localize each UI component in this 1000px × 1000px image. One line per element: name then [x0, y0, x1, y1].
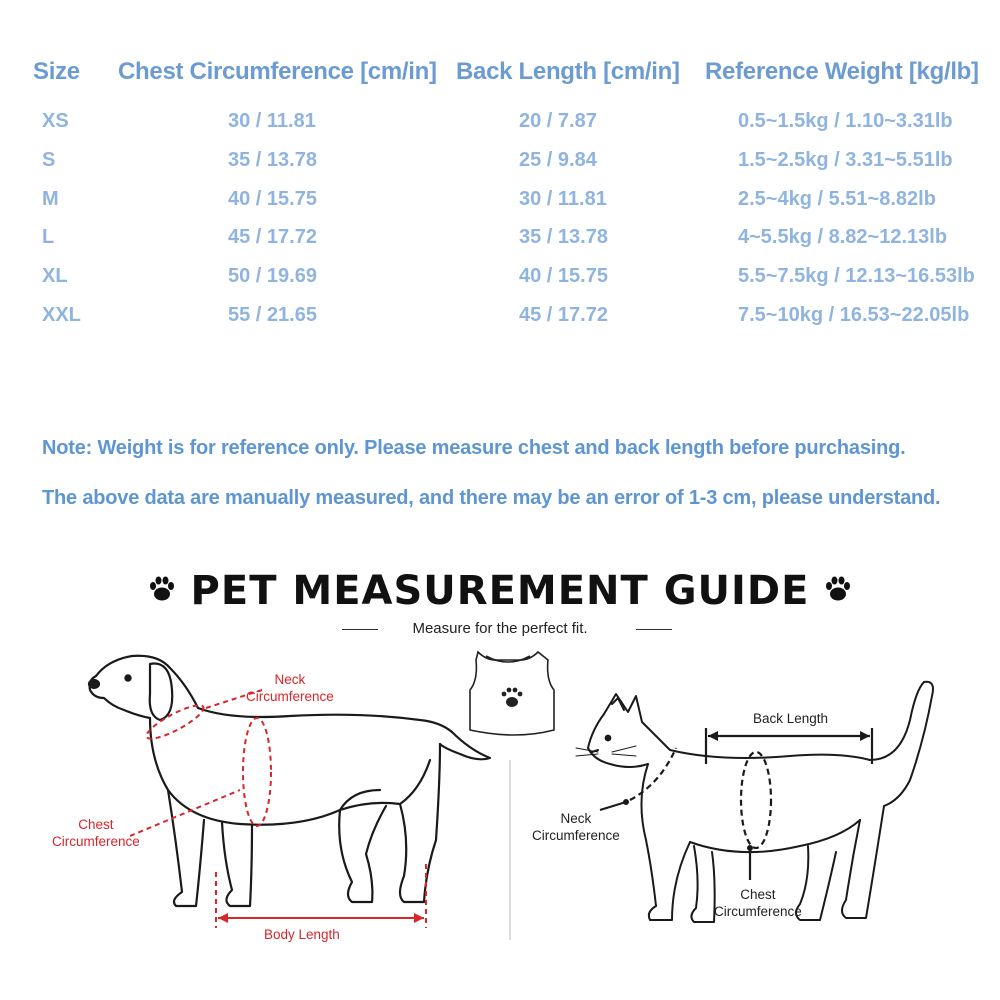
cat-chest-label-line1: Chest — [740, 887, 776, 902]
header-chest: Chest Circumference [cm/in] — [118, 58, 437, 85]
table-cell-back: 40 / 15.75 — [519, 265, 608, 288]
table-cell-weight: 2.5~4kg / 5.51~8.82lb — [738, 187, 936, 210]
table-cell-back: 30 / 11.81 — [519, 187, 607, 210]
table-cell-chest: 45 / 17.72 — [228, 226, 317, 249]
table-cell-weight: 4~5.5kg / 8.82~12.13lb — [738, 226, 948, 249]
table-cell-size: L — [42, 226, 55, 249]
table-cell-back: 35 / 13.78 — [519, 226, 608, 249]
cat-chest-ring — [741, 752, 771, 848]
cat-neck-label-line1: Neck — [560, 811, 592, 826]
table-cell-chest: 55 / 21.65 — [228, 304, 317, 326]
dog-chest-label-line2: Circumference — [52, 834, 140, 849]
table-cell-weight: 5.5~7.5kg / 12.13~16.53lb — [738, 265, 975, 288]
dog-neck-label-line2: Circumference — [246, 689, 334, 704]
dog-chest-label-line1: Chest — [78, 817, 114, 832]
table-cell-chest: 50 / 19.69 — [228, 265, 317, 288]
table-cell-size: XL — [42, 265, 68, 288]
cat-back-label: Back Length — [753, 711, 829, 726]
table-cell-back: 25 / 9.84 — [519, 148, 597, 171]
dog-body-length-label: Body Length — [264, 927, 340, 942]
table-cell-size: XXL — [42, 304, 81, 326]
table-cell-size: S — [42, 148, 56, 171]
dog-chest-label — [52, 816, 140, 850]
table-cell-back: 45 / 17.72 — [519, 304, 608, 326]
dog-measure-marks — [130, 690, 426, 928]
cat-chest-label-line2: Circumference — [714, 904, 802, 919]
dog-chest-ring — [243, 718, 271, 826]
table-cell-weight: 1.5~2.5kg / 3.31~5.51lb — [738, 148, 953, 171]
table-cell-weight: 0.5~1.5kg / 1.10~3.31lb — [738, 110, 953, 132]
cat-chest-label — [714, 886, 802, 920]
cat-neck-label — [532, 810, 620, 844]
table-cell-chest: 35 / 13.78 — [228, 148, 317, 171]
header-back: Back Length [cm/in] — [456, 58, 680, 85]
table-cell-weight: 7.5~10kg / 16.53~22.05lb — [738, 304, 970, 326]
header-weight: Reference Weight [kg/lb] — [705, 58, 979, 85]
table-cell-back: 20 / 7.87 — [519, 110, 597, 132]
note-error: The above data are manually measured, and there may be an error of 1-3 cm, please understand. — [42, 487, 941, 509]
header-size: Size — [33, 58, 80, 85]
table-cell-size: XS — [42, 110, 69, 132]
note-weight: Note: Weight is for reference only. Please measure chest and back length before purchasing. — [42, 437, 906, 459]
guide-subtitle: Measure for the perfect fit. — [412, 620, 588, 637]
dog-neck-label-line1: Neck — [274, 672, 306, 687]
dog-neck-label — [246, 671, 334, 705]
cat-neck-pointer — [600, 802, 626, 810]
table-cell-chest: 40 / 15.75 — [228, 187, 317, 210]
vest-icon — [470, 652, 554, 735]
cat-neck-label-line2: Circumference — [532, 828, 620, 843]
table-cell-chest: 30 / 11.81 — [228, 110, 316, 132]
cat-neck-ring — [630, 748, 676, 800]
guide-title-text: PET MEASUREMENT GUIDE — [190, 568, 810, 614]
table-cell-size: M — [42, 187, 59, 210]
